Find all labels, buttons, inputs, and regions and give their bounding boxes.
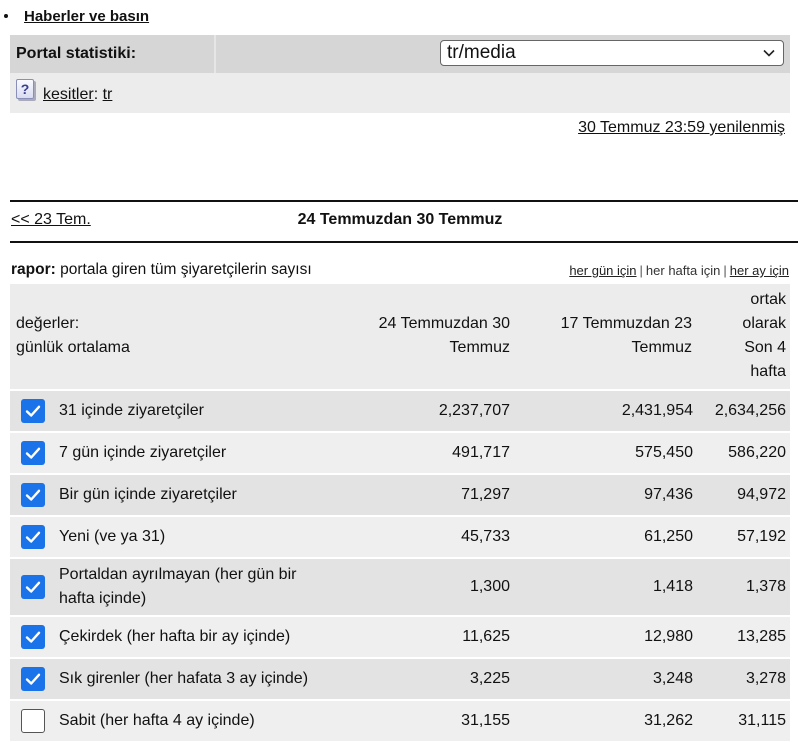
row-checkbox[interactable] bbox=[21, 667, 45, 691]
row-value-average: 586,220 bbox=[728, 444, 786, 461]
report-label-text: portala giren tüm şiyaretçilerin sayısı bbox=[60, 261, 312, 278]
header-avg-line: hafta bbox=[750, 363, 786, 380]
row-label bbox=[59, 391, 204, 431]
filters bbox=[43, 86, 112, 104]
row-value-current: 2,237,707 bbox=[438, 402, 510, 419]
row-value-previous: 3,248 bbox=[652, 670, 693, 687]
row-checkbox[interactable] bbox=[21, 399, 45, 423]
table-row bbox=[10, 391, 790, 431]
row-label-line1: Bir gün içinde ziyaretçiler bbox=[59, 486, 237, 503]
header-four-week-average bbox=[716, 288, 786, 384]
period-sep: | bbox=[639, 263, 643, 278]
filter-bar bbox=[10, 73, 790, 113]
row-label-line1: 31 içinde ziyaretçiler bbox=[59, 402, 204, 419]
row-value-previous: 1,418 bbox=[652, 578, 693, 595]
header-values-line1: değerler: bbox=[16, 315, 80, 332]
portal-label: Portal statistiki: bbox=[16, 45, 137, 62]
row-label-line1: Yeni (ve ya 31) bbox=[59, 528, 166, 545]
row-value-current: 3,225 bbox=[469, 670, 510, 687]
monthly-link[interactable]: her ay için bbox=[729, 263, 789, 278]
portal-select[interactable] bbox=[440, 40, 784, 66]
row-value-current: 71,297 bbox=[461, 486, 510, 503]
row-label bbox=[59, 659, 308, 699]
row-label-line1: Çekirdek (her hafta bir ay içinde) bbox=[59, 628, 291, 645]
table-body bbox=[10, 391, 790, 741]
row-value-current: 491,717 bbox=[452, 444, 510, 461]
row-value-previous: 575,450 bbox=[635, 444, 693, 461]
checkmark-icon bbox=[24, 486, 42, 504]
row-checkbox[interactable] bbox=[21, 483, 45, 507]
report-label bbox=[11, 261, 312, 279]
row-checkbox[interactable] bbox=[21, 575, 45, 599]
header-current-line2: Temmuz bbox=[449, 339, 510, 356]
filters-value-link[interactable]: tr bbox=[102, 86, 113, 103]
header-avg-line: olarak bbox=[742, 315, 786, 332]
header-previous-line2: Temmuz bbox=[631, 339, 692, 356]
header-previous-line1: 17 Temmuzdan 23 bbox=[560, 315, 692, 332]
row-value-average: 3,278 bbox=[745, 670, 786, 687]
row-label bbox=[59, 617, 290, 657]
weekly-current: her hafta için bbox=[645, 263, 721, 278]
row-value-previous: 31,262 bbox=[644, 712, 693, 729]
refreshed-link[interactable]: 30 Temmuz 23:59 yenilenmiş bbox=[578, 119, 785, 136]
chevron-down-icon bbox=[763, 47, 775, 59]
daily-link[interactable]: her gün için bbox=[569, 263, 637, 278]
row-value-average: 94,972 bbox=[737, 486, 786, 503]
row-value-current: 1,300 bbox=[469, 578, 510, 595]
checkmark-icon bbox=[24, 578, 42, 596]
header-values-line2: günlük ortalama bbox=[16, 339, 130, 356]
prev-week-link[interactable]: << 23 Tem. bbox=[11, 211, 91, 228]
row-label-line1: Sabit (her hafta 4 ay içinde) bbox=[59, 712, 255, 729]
row-value-previous: 97,436 bbox=[644, 486, 693, 503]
divider-bottom bbox=[10, 241, 798, 243]
row-label bbox=[59, 701, 255, 741]
row-value-average: 2,634,256 bbox=[714, 402, 786, 419]
row-label bbox=[59, 517, 165, 557]
row-label bbox=[59, 433, 226, 473]
period-sep: | bbox=[723, 263, 727, 278]
row-value-previous: 2,431,954 bbox=[621, 402, 693, 419]
row-value-average: 57,192 bbox=[737, 528, 786, 545]
row-label-line1: 7 gün içinde ziyaretçiler bbox=[59, 444, 227, 461]
period-title: 24 Temmuzdan 30 Temmuz bbox=[297, 211, 503, 228]
section-header bbox=[0, 4, 149, 28]
table-row bbox=[10, 701, 790, 741]
table-row bbox=[10, 617, 790, 657]
report-label-key: rapor: bbox=[11, 261, 56, 278]
header-current-period bbox=[350, 312, 510, 360]
row-value-previous: 61,250 bbox=[644, 528, 693, 545]
checkmark-icon bbox=[24, 402, 42, 420]
header-avg-line: ortak bbox=[750, 291, 786, 308]
row-label bbox=[59, 563, 296, 611]
stats-table bbox=[10, 284, 790, 741]
portal-select-value: tr/media bbox=[447, 42, 516, 63]
filters-link[interactable]: kesitler bbox=[43, 86, 94, 103]
row-value-current: 31,155 bbox=[461, 712, 510, 729]
table-row bbox=[10, 559, 790, 615]
row-checkbox[interactable] bbox=[21, 709, 45, 733]
header-current-line1: 24 Temmuzdan 30 bbox=[378, 315, 510, 332]
checkmark-icon bbox=[24, 628, 42, 646]
table-header bbox=[10, 284, 790, 389]
checkmark-icon bbox=[24, 444, 42, 462]
bullet-icon bbox=[4, 14, 8, 18]
row-checkbox[interactable] bbox=[21, 625, 45, 649]
period-links bbox=[569, 263, 789, 278]
row-label-line2: hafta içinde) bbox=[59, 590, 147, 607]
help-icon[interactable]: ? bbox=[16, 79, 34, 99]
filters-colon: : bbox=[93, 86, 99, 103]
table-row bbox=[10, 433, 790, 473]
portal-divider bbox=[214, 35, 216, 73]
section-link-news[interactable]: Haberler ve basın bbox=[24, 7, 150, 25]
row-checkbox[interactable] bbox=[21, 441, 45, 465]
row-value-average: 31,115 bbox=[738, 712, 786, 729]
row-checkbox[interactable] bbox=[21, 525, 45, 549]
table-row bbox=[10, 517, 790, 557]
row-value-previous: 12,980 bbox=[644, 628, 693, 645]
header-previous-period bbox=[532, 312, 692, 360]
header-values bbox=[16, 312, 130, 360]
checkmark-icon bbox=[24, 528, 42, 546]
row-value-average: 1,378 bbox=[745, 578, 786, 595]
row-value-current: 11,625 bbox=[462, 628, 510, 645]
divider-top bbox=[10, 200, 798, 202]
portal-bar bbox=[10, 35, 790, 73]
row-label-line1: Portaldan ayrılmayan (her gün bir bbox=[59, 566, 297, 583]
row-value-current: 45,733 bbox=[461, 528, 510, 545]
row-label-line1: Sık girenler (her hafata 3 ay içinde) bbox=[59, 670, 309, 687]
header-avg-line: Son 4 bbox=[744, 339, 786, 356]
table-row bbox=[10, 475, 790, 515]
row-value-average: 13,285 bbox=[737, 628, 786, 645]
row-label bbox=[59, 475, 237, 515]
checkmark-icon bbox=[24, 670, 42, 688]
table-row bbox=[10, 659, 790, 699]
